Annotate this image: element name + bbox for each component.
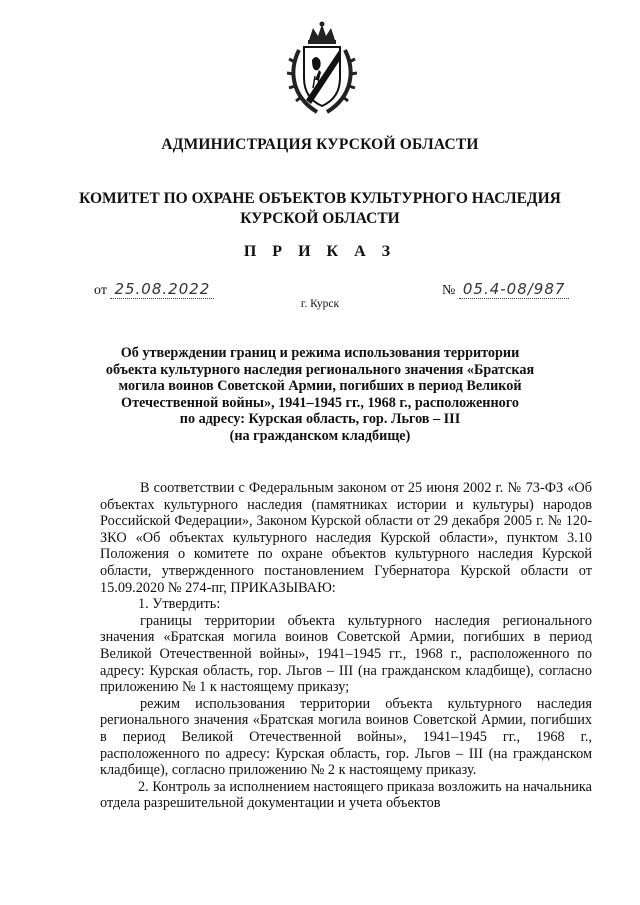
order-date [94, 280, 214, 299]
document-type: П Р И К А З [243, 243, 397, 260]
committee-name-line1: КОМИТЕТ ПО ОХРАНЕ ОБЪЕКТОВ КУЛЬТУРНОГО НАСЛЕДИЯ [79, 190, 561, 207]
order-title [0, 345, 640, 444]
title-line: (на гражданском кладбище) [229, 427, 411, 444]
date-value: 25.08.2022 [110, 280, 214, 299]
body-paragraph: В соответствии с Федеральным законом от 25 июня 2002 г. № 73-ФЗ «Об объектах культурного наследия (памятниках истории и культуры) народов Российской Федерации», Законом Курской области от 29 декабря 2005 г. № 120-ЗКО «Об объектах культурного наследия Курской области», пунктом 3.10 Положения о комитете по охране объектов культурного наследия Курской области, утвержденного постановлением Губернатора Курской области от 15.09.2020 № 274-пг, ПРИКАЗЫВАЮ: [100, 480, 592, 596]
coat-of-arms-icon [287, 20, 357, 116]
body-paragraph: режим использования территории объекта культурного наследия регионального значения «Братская могила воинов Советской Армии, погибших в период Великой Отечественной войны», 1941–1945 гг., 1968 г., расположенного по адресу: Курская область, гор. Льгов – III (на гражданском кладбище), согласно приложению № 2 к настоящему приказу. [100, 695, 592, 779]
title-line: Об утверждении границ и режима использования территории [120, 345, 520, 361]
body-paragraph: 2. Контроль за исполнением настоящего приказа возложить на начальника отдела разрешительной документации и учета объектов [100, 778, 592, 812]
title-line: могила воинов Советской Армии, погибших в период Великой [118, 378, 522, 394]
committee-name-line2: КУРСКОЙ ОБЛАСТИ [240, 210, 400, 227]
committee-name [0, 189, 640, 229]
administration-name: АДМИНИСТРАЦИЯ КУРСКОЙ ОБЛАСТИ [161, 136, 479, 153]
city-label: г. Курск [300, 298, 340, 310]
title-line: по адресу: Курская область, гор. Льгов – III [179, 411, 461, 427]
title-line: объекта культурного наследия регионального значения «Братская [105, 361, 535, 378]
number-prefix: № [442, 283, 456, 298]
number-value: 05.4-08/987 [459, 280, 570, 299]
date-prefix: от [94, 283, 107, 298]
body-paragraph: 1. Утвердить: [138, 596, 221, 613]
order-body [100, 480, 592, 812]
title-line: Отечественной войны», 1941–1945 гг., 1968 г., расположенного [121, 394, 519, 411]
body-paragraph: границы территории объекта культурного наследия регионального значения «Братская могила воинов Советской Армии, погибших в период Великой Отечественной войны», 1941–1945 гг., 1968 г., расположенного по адресу: Курская область, гор. Льгов – III (на гражданском кладбище), согласно приложению № 1 к настоящему приказу; [100, 612, 592, 696]
order-number [442, 280, 569, 299]
